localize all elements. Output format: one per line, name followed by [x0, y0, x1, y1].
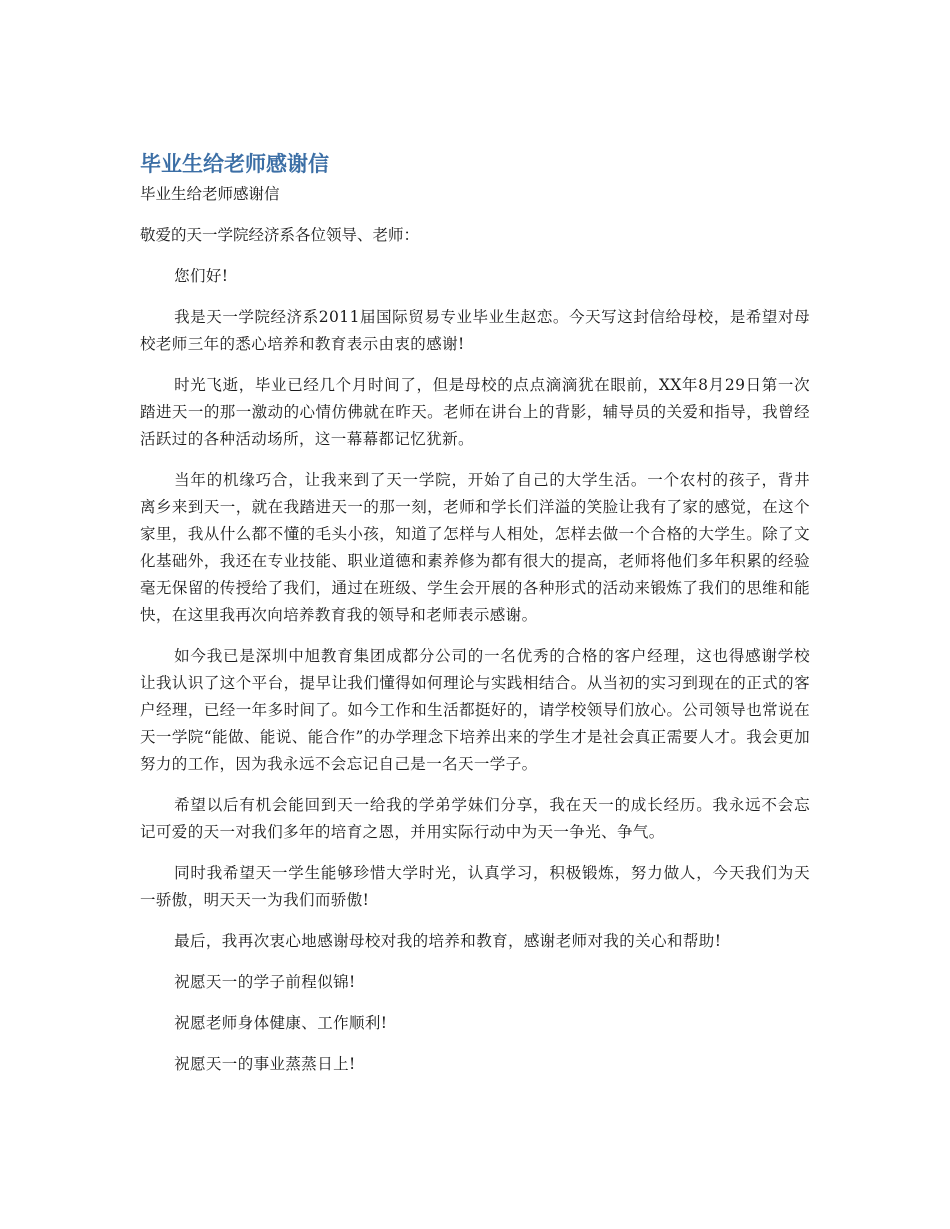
letter-page — [140, 150, 810, 1092]
wish-line: 祝愿老师身体健康、工作顺利! — [174, 1014, 388, 1032]
body-paragraph: 同时我希望天一学生能够珍惜大学时光，认真学习，积极锻炼，努力做人，今天我们为天一骄傲，明天天一为我们而骄傲! — [140, 864, 810, 909]
body-paragraph: 希望以后有机会能回到天一给我的学弟学妹们分享，我在天一的成长经历。我永远不会忘记可爱的天一对我们多年的培育之恩，并用实际行动中为天一争光、争气。 — [140, 796, 810, 841]
body-paragraph: 当年的机缘巧合，让我来到了天一学院，开始了自己的大学生活。一个农村的孩子，背井离乡来到天一，就在我踏进天一的那一刻，老师和学长们洋溢的笑脸让我有了家的感觉，在这个家里，我从什么都不懂的毛头小孩，知道了怎样与人相处，怎样去做一个合格的大学生。除了文化基础外，我还在专业技能、职业道德和素养修为都有很大的提高，老师将他们多年积累的经验毫无保留的传授给了我们，通过在班级、学生会开展的各种形式的活动来锻炼了我们的思维和能快，在这里我再次向培养教育我的领导和老师表示感谢。 — [140, 471, 810, 624]
body-paragraph: 如今我已是深圳中旭教育集团成都分公司的一名优秀的合格的客户经理，这也得感谢学校让我认识了这个平台，提早让我们懂得如何理论与实践相结合。从当初的实习到现在的正式的客户经理，已经一年多时间了。如今工作和生活都挺好的，请学校领导们放心。公司领导也常说在天一学院“能做、能说、能合作”的办学理念下培养出来的学生才是社会真正需要人才。我会更加努力的工作，因为我永远不会忘记自己是一名天一学子。 — [140, 647, 810, 773]
greeting-paragraph: 您们好! — [174, 267, 229, 285]
closing-paragraph: 最后，我再次衷心地感谢母校对我的培养和教育，感谢老师对我的关心和帮助! — [174, 932, 722, 950]
wish-line: 祝愿天一的事业蒸蒸日上! — [174, 1055, 356, 1073]
salutation: 敬爱的天一学院经济系各位领导、老师： — [140, 226, 420, 244]
document-subtitle: 毕业生给老师感谢信 — [140, 185, 280, 203]
wish-line: 祝愿天一的学子前程似锦! — [174, 973, 356, 991]
document-title: 毕业生给老师感谢信 — [140, 152, 329, 176]
body-paragraph: 时光飞逝，毕业已经几个月时间了，但是母校的点点滴滴犹在眼前，XX年8月29日第一次踏进天一的那一激动的心情仿佛就在昨天。老师在讲台上的背影，辅导员的关爱和指导，我曾经活跃过的各种活动场所，这一幕幕都记忆犹新。 — [140, 376, 810, 448]
body-paragraph: 我是天一学院经济系2011届国际贸易专业毕业生赵恋。今天写这封信给母校，是希望对母校老师三年的悉心培养和教育表示由衷的感谢! — [140, 308, 810, 353]
